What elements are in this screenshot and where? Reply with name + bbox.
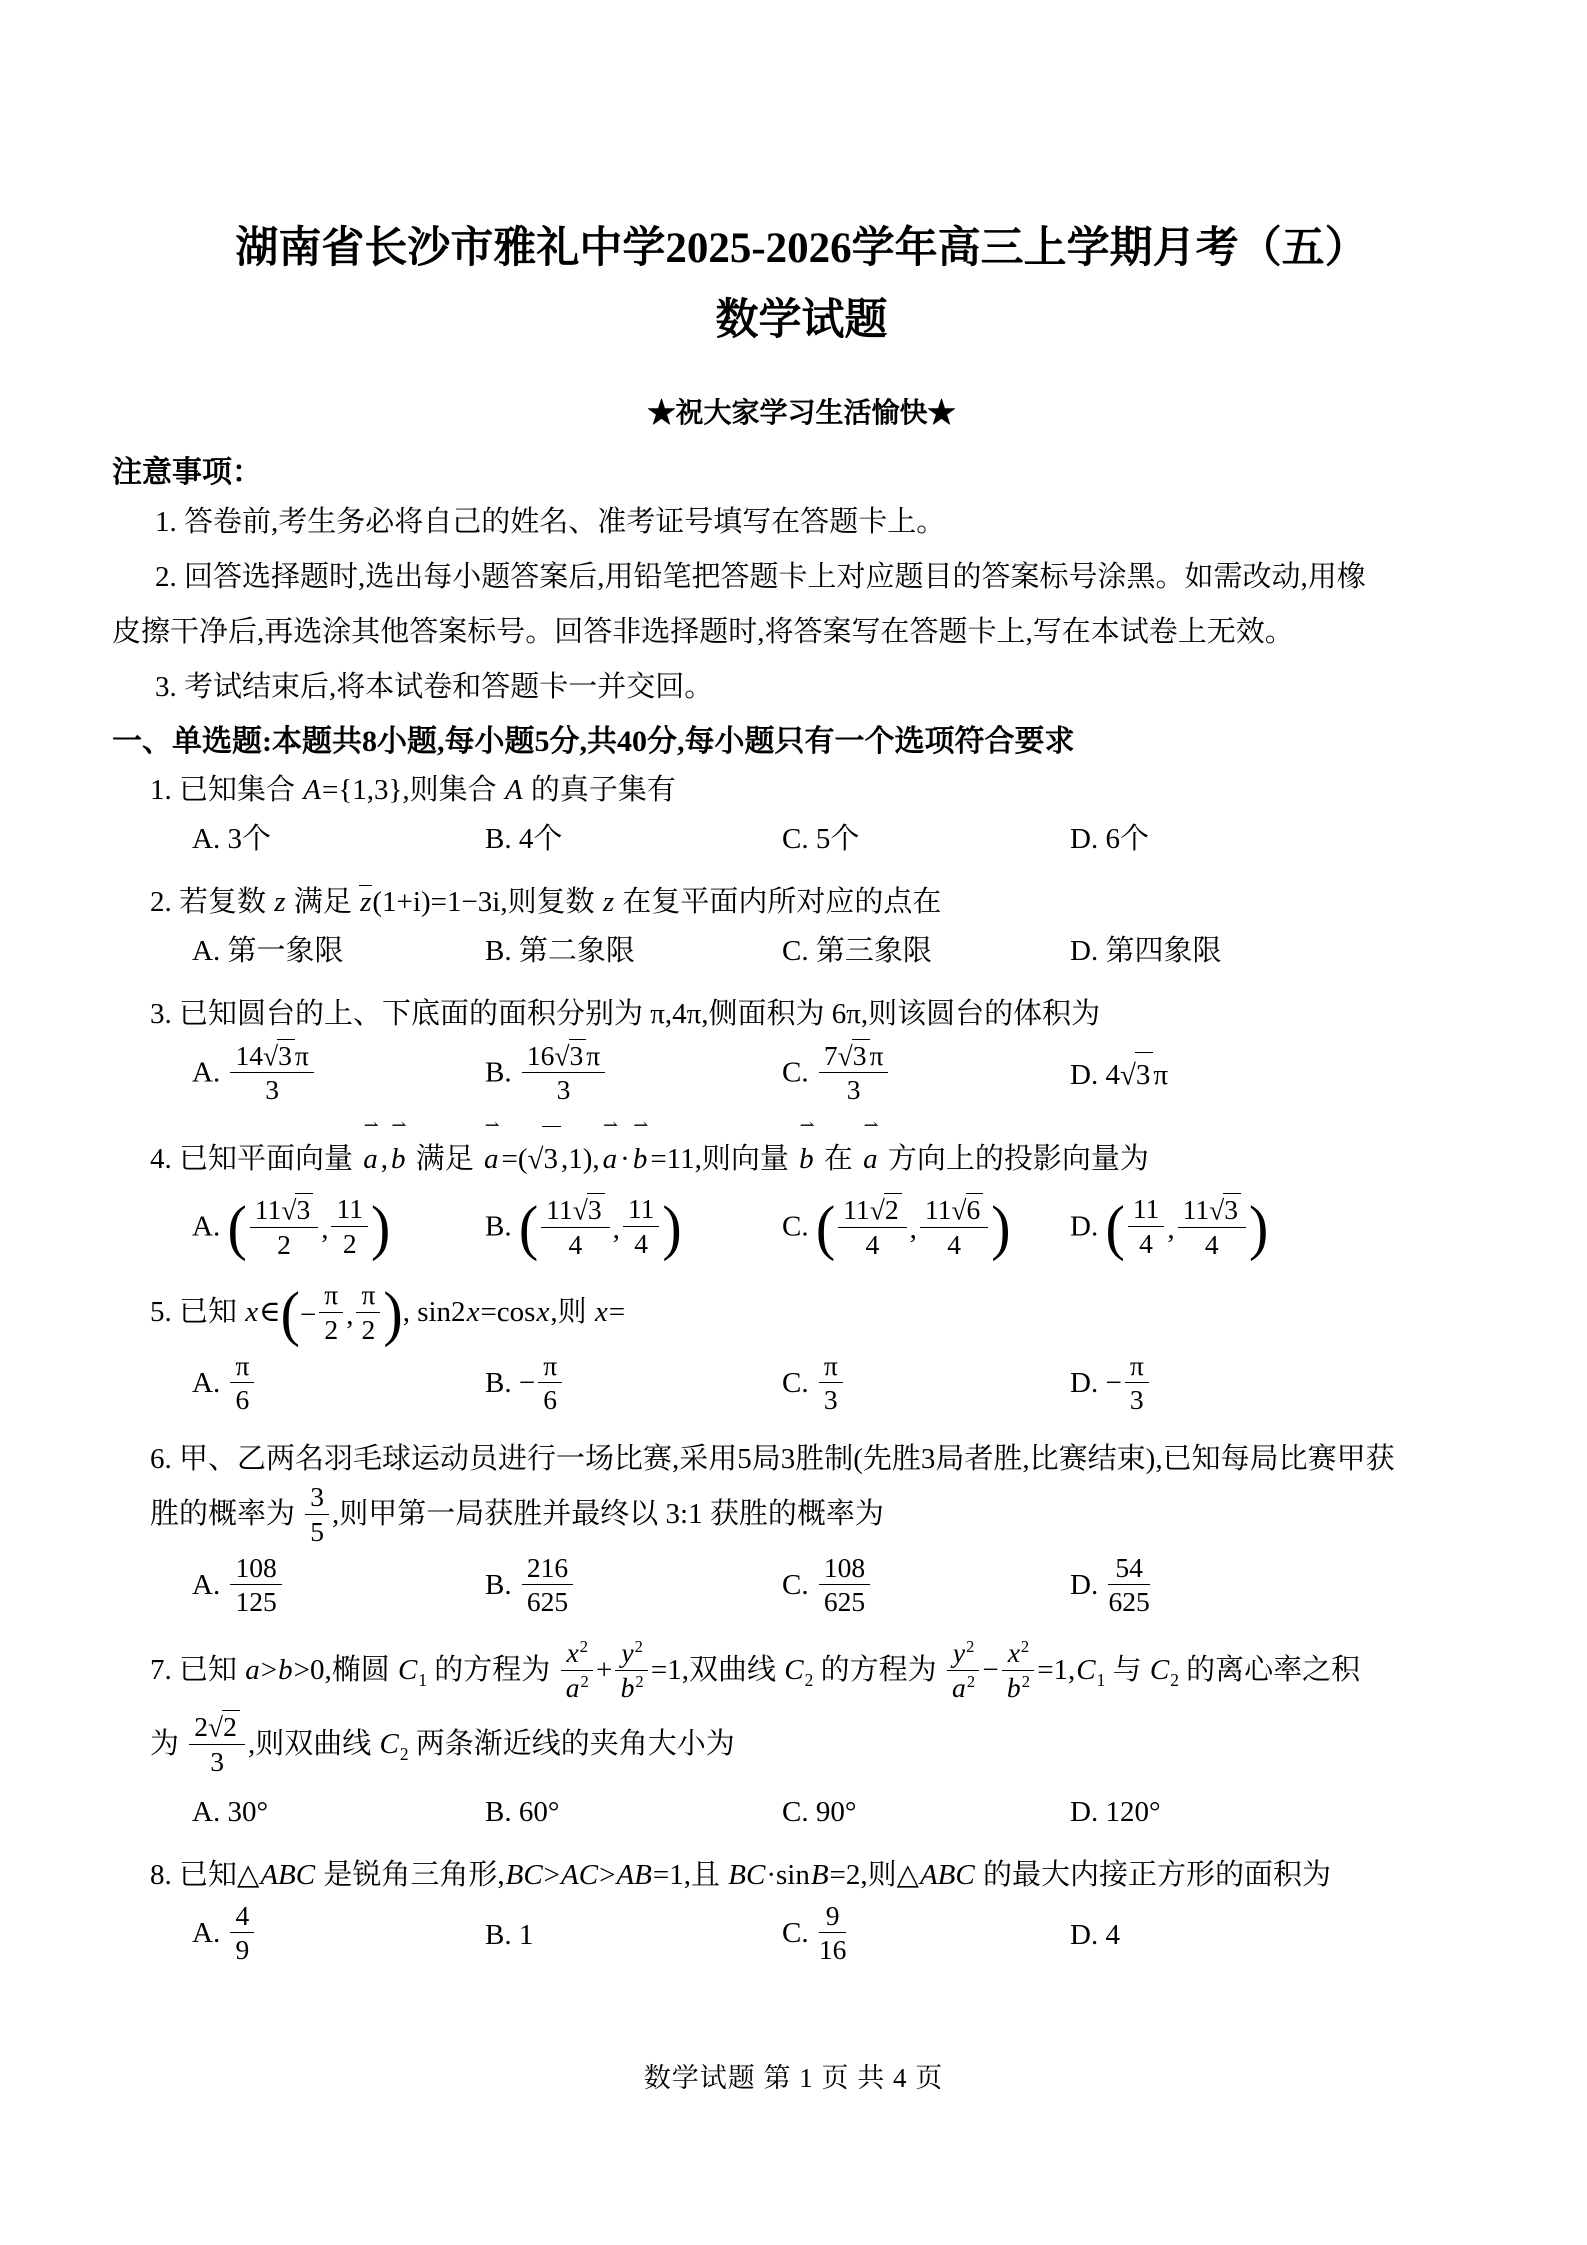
question-6-stem-line-2: 胜的概率为 $\frac{3}{5}$ ,则甲第一局获胜并最终以 3:1 获胜的概率为 <box>150 1481 884 1547</box>
question-2-option-b: B. 第二象限 <box>485 934 635 967</box>
question-7-stem-line-2: 为 $\frac{2√2}{3}$ ,则双曲线 $C_2$ 两条渐近线的夹角大小为 <box>150 1711 735 1778</box>
question-6 <box>112 1436 1491 1620</box>
question-5-options <box>192 1349 1491 1418</box>
question-7-option-c: C. 90° <box>782 1795 857 1828</box>
question-4-options <box>192 1195 1491 1262</box>
question-8 <box>112 1852 1491 1968</box>
question-2-option-d: D. 第四象限 <box>1070 934 1222 967</box>
question-7-option-a: A. 30° <box>192 1795 269 1828</box>
question-2-option-c: C. 第三象限 <box>782 934 932 967</box>
question-7-options <box>192 1790 1491 1834</box>
question-1-option-c: C. 5个 <box>782 822 860 855</box>
question-6-option-b: B. $\frac{216}{625}$ <box>485 1554 782 1620</box>
question-8-options <box>192 1899 1491 1968</box>
question-8-option-a: A. $\frac{4}{9}$ <box>192 1902 485 1968</box>
notice-item-2-line-2: 皮擦干净后,再选涂其他答案标号。回答非选择题时,将答案写在答题卡上,写在本试卷上无效。 <box>112 615 1294 648</box>
question-7-stem-line-1: 7. 已知 a>b>0,椭圆 $C_1$ 的方程为 $\frac{x^2}{a^2}$ + $\frac{y^2}{b^2}$ =1,双曲线 $C_2$ 的方程为 $\frac{y^2}{a^2}$ − $\frac{x^2}{b^2}$ $=1,C_1$ 与 $C_2$ 的离心率之积 <box>150 1636 1361 1703</box>
question-5-option-a: A. $\frac{\pi}{6}$ <box>192 1352 485 1418</box>
question-6-options <box>192 1551 1491 1620</box>
question-8-option-c: C. $\frac{9}{16}$ <box>782 1899 847 1966</box>
notice-item-1: 1. 答卷前,考生务必将自己的姓名、准考证号填写在答题卡上。 <box>155 505 946 538</box>
question-2 <box>112 879 1491 973</box>
question-3-stem: 3. 已知圆台的上、下底面的面积分别为 π,4π,侧面积为 6π,则该圆台的体积为 <box>150 997 1101 1030</box>
question-4 <box>112 1114 1491 1263</box>
question-3-option-d: D. 4√3 π <box>1070 1052 1491 1097</box>
notice-item-3: 3. 考试结束后,将本试卷和答题卡一并交回。 <box>155 670 714 703</box>
exam-title: 湖南省长沙市雅礼中学2025-2026学年高三上学期月考（五） <box>235 225 1368 272</box>
question-1 <box>112 767 1491 861</box>
question-4-option-d: D. ( 11 4 , 11√3 4 ) <box>1070 1193 1269 1263</box>
question-8-option-b: B. 1 <box>485 1918 534 1951</box>
section-one-heading: 一、单选题:本题共8小题,每小题5分,共40分,每小题只有一个选项符合要求 <box>112 724 1075 758</box>
question-1-option-a: A. 3个 <box>192 822 271 855</box>
notice-item-2-line-1: 2. 回答选择题时,选出每小题答案后,用铅笔把答题卡上对应题目的答案标号涂黑。如需改动,用橡 <box>155 560 1366 593</box>
question-2-options <box>192 929 1491 973</box>
notice-block <box>112 451 1491 715</box>
question-7 <box>112 1638 1491 1834</box>
question-5-option-c: C. $\frac{\pi}{3}$ <box>782 1352 1070 1418</box>
question-8-stem: 8. 已知△ABC 是锐角三角形,BC>AC>AB=1,且 BC·sinB=2,则△ABC 的最大内接正方形的面积为 <box>150 1858 1331 1891</box>
question-1-option-d: D. 6个 <box>1070 822 1149 855</box>
question-7-option-b: B. 60° <box>485 1795 560 1828</box>
question-1-options <box>192 817 1491 861</box>
question-5-stem: 5. 已知 x∈ ( − π 2 , π 2 ) , sin2x=cosx,则 x= <box>150 1279 626 1349</box>
question-4-option-c: C. ( 11√2 4 , 11√6 4 ) <box>782 1193 1011 1263</box>
exam-subtitle: 数学试题 <box>715 296 888 344</box>
notice-heading: 注意事项： <box>112 455 262 489</box>
question-7-option-d: D. 120° <box>1070 1795 1161 1828</box>
question-3-options <box>192 1041 1491 1108</box>
question-3-option-a: A. $\frac{14√3 \pi}{3}$ <box>192 1041 485 1108</box>
question-6-option-a: A. $\frac{108}{125}$ <box>192 1554 485 1620</box>
question-6-stem-line-1: 6. 甲、乙两名羽毛球运动员进行一场比赛,采用5局3胜制(先胜3局者胜,比赛结束),已知每局比赛甲获 <box>150 1443 1395 1476</box>
question-1-stem: 1. 已知集合 A={1,3},则集合 A 的真子集有 <box>150 773 676 806</box>
question-3-option-b: B. $\frac{16√3 \pi}{3}$ <box>485 1041 782 1108</box>
question-3 <box>112 991 1491 1108</box>
question-6-option-c: C. $\frac{108}{625}$ <box>782 1554 1070 1620</box>
greeting-line: ★祝大家学习生活愉快★ <box>647 397 956 429</box>
question-6-option-d: D. $\frac{54}{625}$ <box>1070 1551 1150 1618</box>
question-3-option-c: C. $\frac{7√3 \pi}{3}$ <box>782 1041 1070 1108</box>
question-2-option-a: A. 第一象限 <box>192 934 344 967</box>
question-4-option-b: B. ( 11√3 4 , 11 4 ) <box>485 1193 682 1263</box>
question-4-option-a: A. ( 11√3 2 , 11 2 ) <box>192 1193 391 1263</box>
question-1-option-b: B. 4个 <box>485 822 563 855</box>
question-5 <box>112 1280 1491 1418</box>
question-5-option-b: B. − $\frac{\pi}{6}$ <box>485 1352 782 1418</box>
page-footer: 数学试题 第 1 页 共 4 页 <box>643 2063 944 2093</box>
question-5-option-d: D. − $\frac{\pi}{3}$ <box>1070 1352 1491 1418</box>
question-4-stem: 4. 已知平面向量 ⇀ a , ⇀ b 满足 ⇀ a =(√3 ,1), ⇀ a · ⇀ b =11,则向量 ⇀ b 在 ⇀ a 方向上的投影向量为 <box>112 1126 1491 1191</box>
question-8-option-d: D. 4 <box>1070 1918 1120 1951</box>
question-2-stem: 2. 若复数 z 满足 z(1+i)=1−3i,则复数 z 在复平面内所对应的点在 <box>150 885 942 918</box>
